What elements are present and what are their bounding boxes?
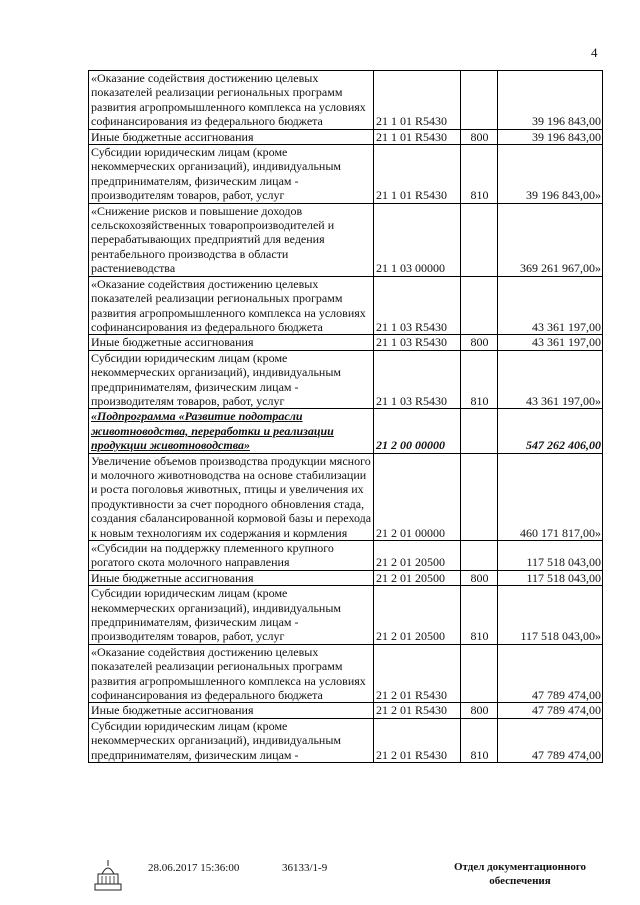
row-expense-type-cell: 800 <box>461 335 498 350</box>
row-code-cell: 21 2 01 R5430 <box>374 644 461 703</box>
table-row <box>89 335 603 350</box>
table-row <box>89 541 603 571</box>
row-expense-type-cell <box>461 453 498 540</box>
row-expense-type-cell <box>461 644 498 703</box>
row-amount-cell: 39 196 843,00» <box>498 145 603 204</box>
table-row <box>89 586 603 645</box>
row-code-cell: 21 1 03 R5430 <box>374 335 461 350</box>
row-expense-type-cell <box>461 203 498 276</box>
row-expense-type-cell <box>461 276 498 335</box>
row-amount-cell: 117 518 043,00 <box>498 541 603 571</box>
row-code-cell: 21 2 01 00000 <box>374 453 461 540</box>
row-amount-cell: 117 518 043,00» <box>498 586 603 645</box>
table-row <box>89 71 603 130</box>
row-code-cell: 21 1 03 00000 <box>374 203 461 276</box>
row-code-cell: 21 1 03 R5430 <box>374 276 461 335</box>
row-amount-cell: 47 789 474,00 <box>498 644 603 703</box>
row-expense-type-cell: 810 <box>461 586 498 645</box>
row-expense-type-cell: 800 <box>461 703 498 718</box>
row-amount-cell: 47 789 474,00 <box>498 703 603 718</box>
table-row <box>89 703 603 718</box>
row-name-cell: Иные бюджетные ассигнования <box>89 703 374 718</box>
row-code-cell: 21 2 01 R5430 <box>374 703 461 718</box>
row-name-cell: Субсидии юридическим лицам (кроме некоммерческих организаций), индивидуальным предпринимателям, физическим лицам - <box>89 718 374 762</box>
row-amount-cell: 39 196 843,00 <box>498 71 603 130</box>
table-row <box>89 145 603 204</box>
row-code-cell: 21 1 03 R5430 <box>374 350 461 409</box>
row-name-cell: «Снижение рисков и повышение доходов сельскохозяйственных товаропроизводителей и перерабатывающих предприятий для ведения рентабельного производства в области растениеводства <box>89 203 374 276</box>
row-name-cell: Субсидии юридическим лицам (кроме некоммерческих организаций), индивидуальным предпринимателям, физическим лицам - производителям товаров, работ, услуг <box>89 586 374 645</box>
row-amount-cell: 47 789 474,00 <box>498 718 603 762</box>
row-name-cell: «Подпрограмма «Развитие подотрасли животноводства, переработки и реализации продукции животноводства» <box>89 409 374 453</box>
row-name-cell: «Оказание содействия достижению целевых показателей реализации региональных программ развития агропромышленного комплекса на условиях софинансирования из федерального бюджета <box>89 71 374 130</box>
budget-table <box>88 70 603 763</box>
row-name-cell: Иные бюджетные ассигнования <box>89 129 374 144</box>
table-row <box>89 570 603 585</box>
row-name-cell: «Субсидии на поддержку племенного крупного рогатого скота молочного направления <box>89 541 374 571</box>
budget-table-body <box>89 71 603 763</box>
row-expense-type-cell <box>461 409 498 453</box>
row-code-cell: 21 2 01 R5430 <box>374 718 461 762</box>
row-code-cell: 21 2 01 20500 <box>374 586 461 645</box>
document-number: 36133/1-9 <box>282 862 328 874</box>
table-row <box>89 409 603 453</box>
row-amount-cell: 43 361 197,00 <box>498 335 603 350</box>
row-code-cell: 21 2 01 20500 <box>374 541 461 571</box>
row-expense-type-cell: 800 <box>461 129 498 144</box>
row-name-cell: Субсидии юридическим лицам (кроме некоммерческих организаций), индивидуальным предпринимателям, физическим лицам - производителям товаров, работ, услуг <box>89 350 374 409</box>
row-expense-type-cell: 800 <box>461 570 498 585</box>
row-amount-cell: 547 262 406,00 <box>498 409 603 453</box>
row-amount-cell: 43 361 197,00» <box>498 350 603 409</box>
row-expense-type-cell <box>461 71 498 130</box>
department-line-1: Отдел документационного <box>453 861 587 873</box>
row-name-cell: «Оказание содействия достижению целевых показателей реализации региональных программ развития агропромышленного комплекса на условиях софинансирования из федерального бюджета <box>89 644 374 703</box>
table-row <box>89 129 603 144</box>
table-row <box>89 276 603 335</box>
row-amount-cell: 39 196 843,00 <box>498 129 603 144</box>
department-stamp <box>450 860 590 888</box>
page-footer <box>0 858 640 898</box>
row-name-cell: Иные бюджетные ассигнования <box>89 335 374 350</box>
row-code-cell: 21 2 01 20500 <box>374 570 461 585</box>
row-amount-cell: 117 518 043,00 <box>498 570 603 585</box>
table-row <box>89 644 603 703</box>
row-code-cell: 21 2 00 00000 <box>374 409 461 453</box>
row-code-cell: 21 1 01 R5430 <box>374 145 461 204</box>
row-name-cell: Субсидии юридическим лицам (кроме некоммерческих организаций), индивидуальным предпринимателям, физическим лицам - производителям товаров, работ, услуг <box>89 145 374 204</box>
table-row <box>89 203 603 276</box>
table-row <box>89 453 603 540</box>
row-code-cell: 21 1 01 R5430 <box>374 71 461 130</box>
row-expense-type-cell: 810 <box>461 718 498 762</box>
row-expense-type-cell: 810 <box>461 350 498 409</box>
print-datetime: 28.06.2017 15:36:00 <box>148 862 240 874</box>
row-expense-type-cell: 810 <box>461 145 498 204</box>
page-number: 4 <box>591 45 598 60</box>
row-amount-cell: 369 261 967,00» <box>498 203 603 276</box>
row-name-cell: Увеличение объемов производства продукции мясного и молочного животноводства на основе стабилизации и роста поголовья животных, птицы и увеличения их продуктивности за счет породного обновления стада, создания сбалансированной кормовой базы и перехода к новым технологиям их содержания и кормления <box>89 453 374 540</box>
department-line-2: обеспечения <box>489 875 551 887</box>
row-name-cell: Иные бюджетные ассигнования <box>89 570 374 585</box>
row-code-cell: 21 1 01 R5430 <box>374 129 461 144</box>
row-amount-cell: 460 171 817,00» <box>498 453 603 540</box>
table-row <box>89 718 603 762</box>
duma-emblem-icon <box>93 858 123 895</box>
row-name-cell: «Оказание содействия достижению целевых показателей реализации региональных программ развития агропромышленного комплекса на условиях софинансирования из федерального бюджета <box>89 276 374 335</box>
row-expense-type-cell <box>461 541 498 571</box>
table-row <box>89 350 603 409</box>
row-amount-cell: 43 361 197,00 <box>498 276 603 335</box>
